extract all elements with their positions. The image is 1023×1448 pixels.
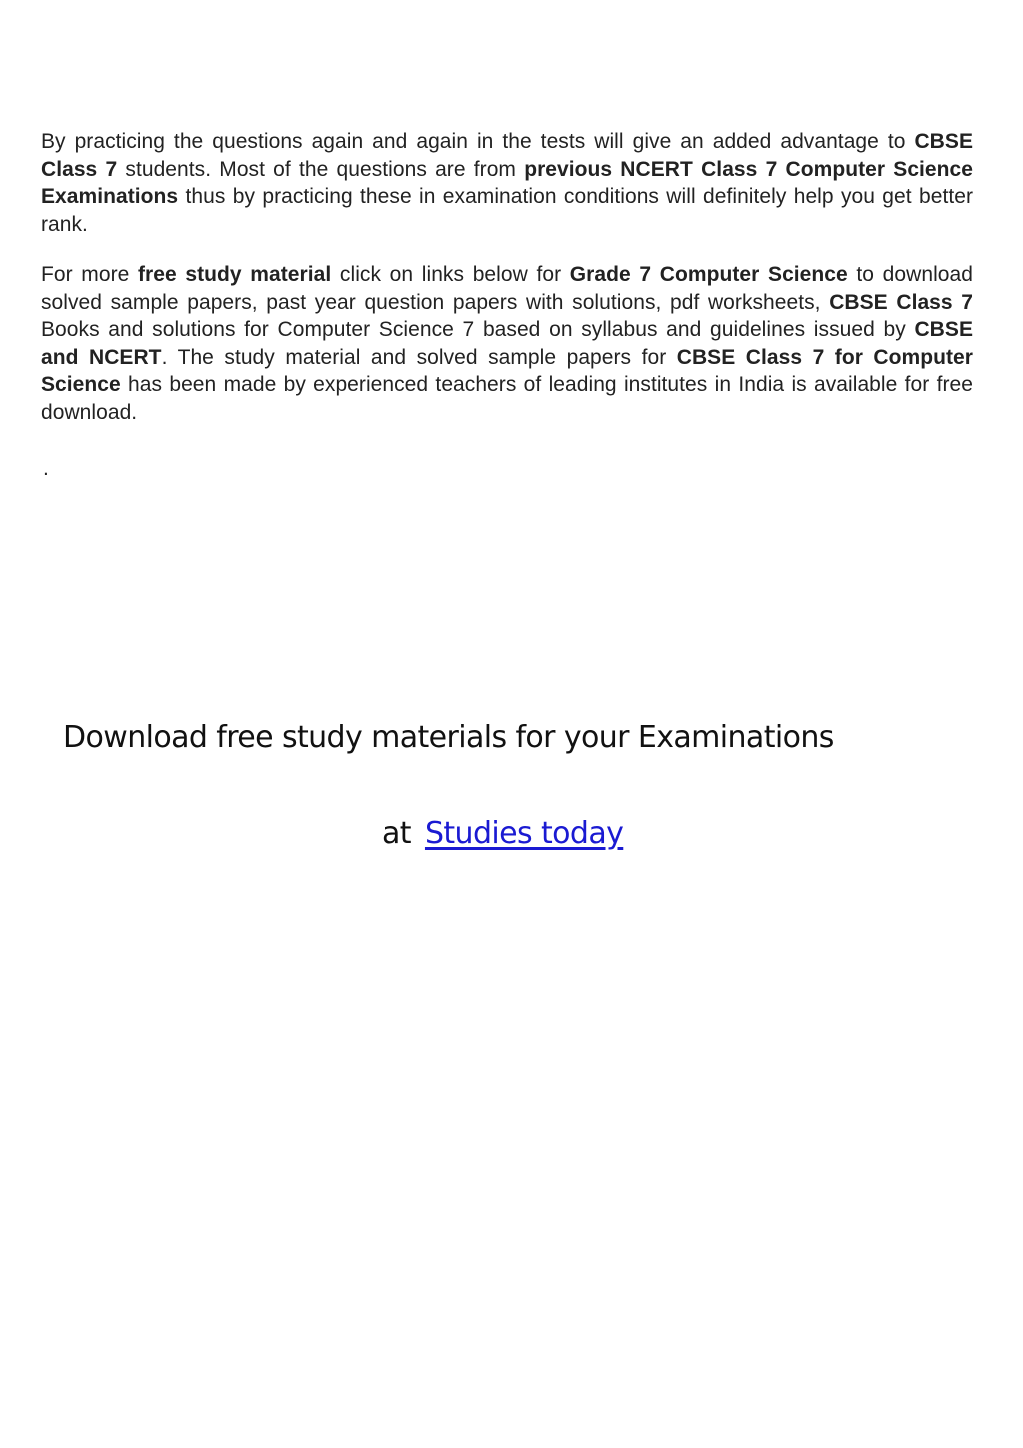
download-heading: Download free study materials for your Examinations xyxy=(63,720,834,755)
intro-paragraph xyxy=(41,128,973,238)
bold-text: previous NCERT Class 7 Computer Science Examinations xyxy=(41,157,973,209)
bold-text: CBSE Class 7 xyxy=(829,290,973,314)
text-segment: to download solved sample papers, past year question papers with solutions, pdf worksheets, xyxy=(41,263,973,314)
bold-text: CBSE and NCERT xyxy=(41,318,973,369)
text-segment: Books and solutions for Computer Science 7 based on syllabus and guidelines issued by xyxy=(41,318,915,342)
text-segment: click on links below for xyxy=(331,263,570,286)
text-segment: . The study material and solved sample papers for xyxy=(161,345,677,369)
bold-text: CBSE Class 7 xyxy=(41,130,973,181)
separator-dot: . xyxy=(43,457,49,480)
bold-text: free study material xyxy=(138,263,332,286)
bold-text: Grade 7 Computer Science xyxy=(569,263,848,286)
study-material-paragraph xyxy=(41,261,973,427)
text-segment: For more xyxy=(41,263,139,286)
bold-text: CBSE Class 7 for Computer Science xyxy=(41,345,973,397)
text-segment: students. Most of the questions are from xyxy=(117,157,525,181)
studies-today-line xyxy=(382,812,623,856)
studies-today-link[interactable]: Studies today xyxy=(424,816,624,851)
text-segment: thus by practicing these in examination conditions will definitely help you get better rank. xyxy=(41,185,973,236)
at-label: at xyxy=(382,816,411,851)
text-segment: has been made by experienced teachers of leading institutes in India is available for free download. xyxy=(41,373,973,424)
text-segment: By practicing the questions again and again in the tests will give an added advantage to xyxy=(41,130,915,153)
